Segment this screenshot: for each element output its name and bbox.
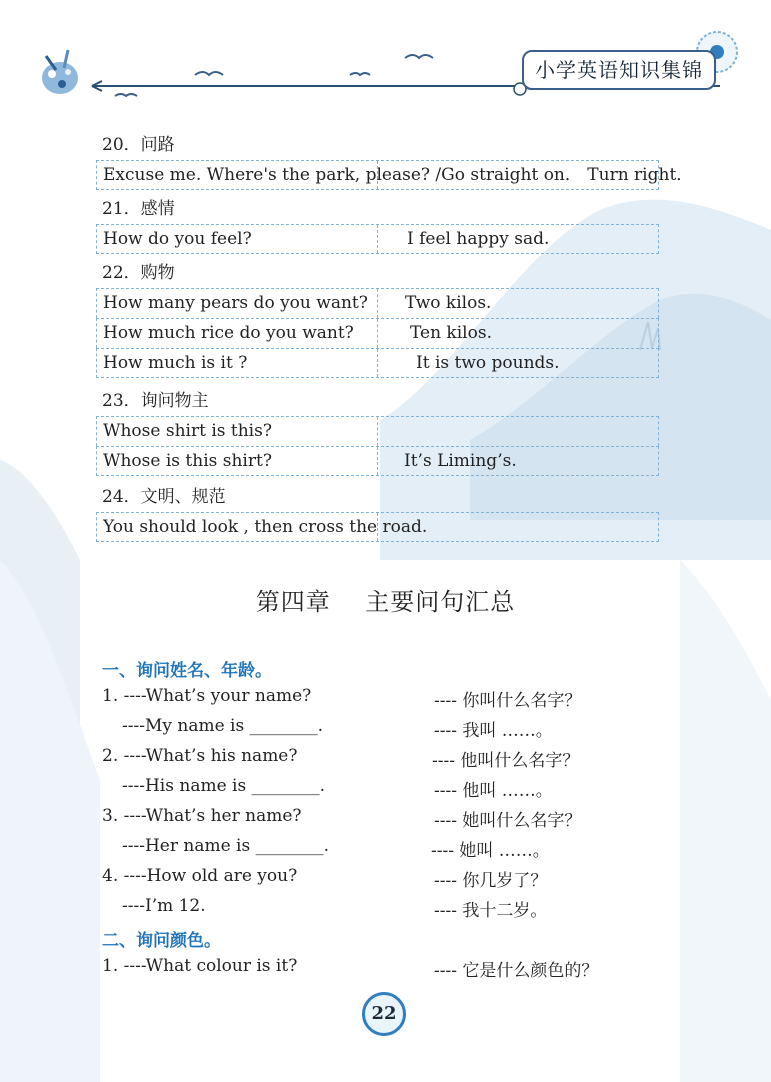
column-divider xyxy=(377,289,378,318)
answer-line: ---- 他叫什么名字？ xyxy=(432,751,580,771)
table-cell-left: Whose is this shirt? xyxy=(103,451,272,471)
table-cell-left: How many pears do you want? xyxy=(103,293,368,313)
table-row xyxy=(96,512,659,542)
table-row xyxy=(96,288,659,318)
column-divider xyxy=(377,513,378,541)
question-line: ----Her name is ________. xyxy=(122,836,330,856)
answer-line: ---- 你几岁了？ xyxy=(434,871,548,891)
chapter-title: 第四章 主要问句汇总 xyxy=(255,588,516,616)
section-heading-24: 24．文明、规范 xyxy=(102,487,226,507)
question-line: ----I’m 12. xyxy=(122,896,206,916)
table-row xyxy=(96,224,659,254)
table-cell-left: How much is it ? xyxy=(103,353,248,373)
answer-line: ---- 我十二岁。 xyxy=(434,901,548,921)
question-line: 4. ----How old are you? xyxy=(102,866,298,886)
question-line: 1. ----What colour is it? xyxy=(102,956,298,976)
answer-line: ---- 他叫 ……。 xyxy=(434,781,553,801)
section-heading-20: 20．问路 xyxy=(102,135,175,155)
question-line: 3. ----What’s her name? xyxy=(102,806,302,826)
section-table-22 xyxy=(96,288,659,378)
section-table-23 xyxy=(96,416,659,476)
table-cell-left: Excuse me. Where's the park, please? /Go straight on． Turn right． xyxy=(103,165,694,185)
table-row xyxy=(96,318,659,348)
answer-line: ---- 她叫什么名字？ xyxy=(434,811,582,831)
table-cell-right: It’s Liming’s. xyxy=(404,451,517,471)
answer-line: ---- 它是什么颜色的？ xyxy=(434,961,599,981)
question-line: ----My name is ________. xyxy=(122,716,324,736)
answer-line: ---- 你叫什么名字？ xyxy=(434,691,582,711)
palette-logo-icon xyxy=(38,46,84,98)
column-divider xyxy=(377,319,378,348)
section-table-20 xyxy=(96,160,694,190)
section-heading-22: 22．购物 xyxy=(102,263,175,283)
table-cell-left: How much rice do you want? xyxy=(103,323,354,343)
subheading-name-age: 一、询问姓名、年龄。 xyxy=(102,661,272,681)
table-row xyxy=(96,348,659,378)
section-heading-23: 23．询问物主 xyxy=(102,391,209,411)
section-heading-21: 21．感情 xyxy=(102,199,175,219)
table-cell-left: How do you feel? xyxy=(103,229,252,249)
table-cell-left: You should look , then cross the road. xyxy=(103,517,428,537)
page-number: 22 xyxy=(362,992,406,1036)
table-row xyxy=(96,446,659,476)
column-divider xyxy=(377,447,378,475)
section-table-21 xyxy=(96,224,659,254)
section-table-24 xyxy=(96,512,659,542)
column-divider xyxy=(377,349,378,377)
answer-line: ---- 她叫 ……。 xyxy=(431,841,550,861)
question-line: ----His name is ________. xyxy=(122,776,326,796)
column-divider xyxy=(377,161,378,189)
question-line: 1. ----What’s your name? xyxy=(102,686,312,706)
table-cell-left: Whose shirt is this? xyxy=(103,421,272,441)
column-divider xyxy=(377,225,378,253)
table-cell-right: Two kilos. xyxy=(405,293,492,313)
header-title: 小学英语知识集锦 xyxy=(522,50,716,90)
table-row xyxy=(96,416,659,446)
table-cell-right: It is two pounds. xyxy=(416,353,560,373)
table-cell-right: I feel happy sad. xyxy=(407,229,550,249)
column-divider xyxy=(377,417,378,446)
table-cell-right: Ten kilos. xyxy=(410,323,492,343)
answer-line: ---- 我叫 ……。 xyxy=(434,721,553,741)
subheading-colour: 二、询问颜色。 xyxy=(102,931,221,951)
table-row xyxy=(96,160,694,190)
question-line: 2. ----What’s his name? xyxy=(102,746,298,766)
